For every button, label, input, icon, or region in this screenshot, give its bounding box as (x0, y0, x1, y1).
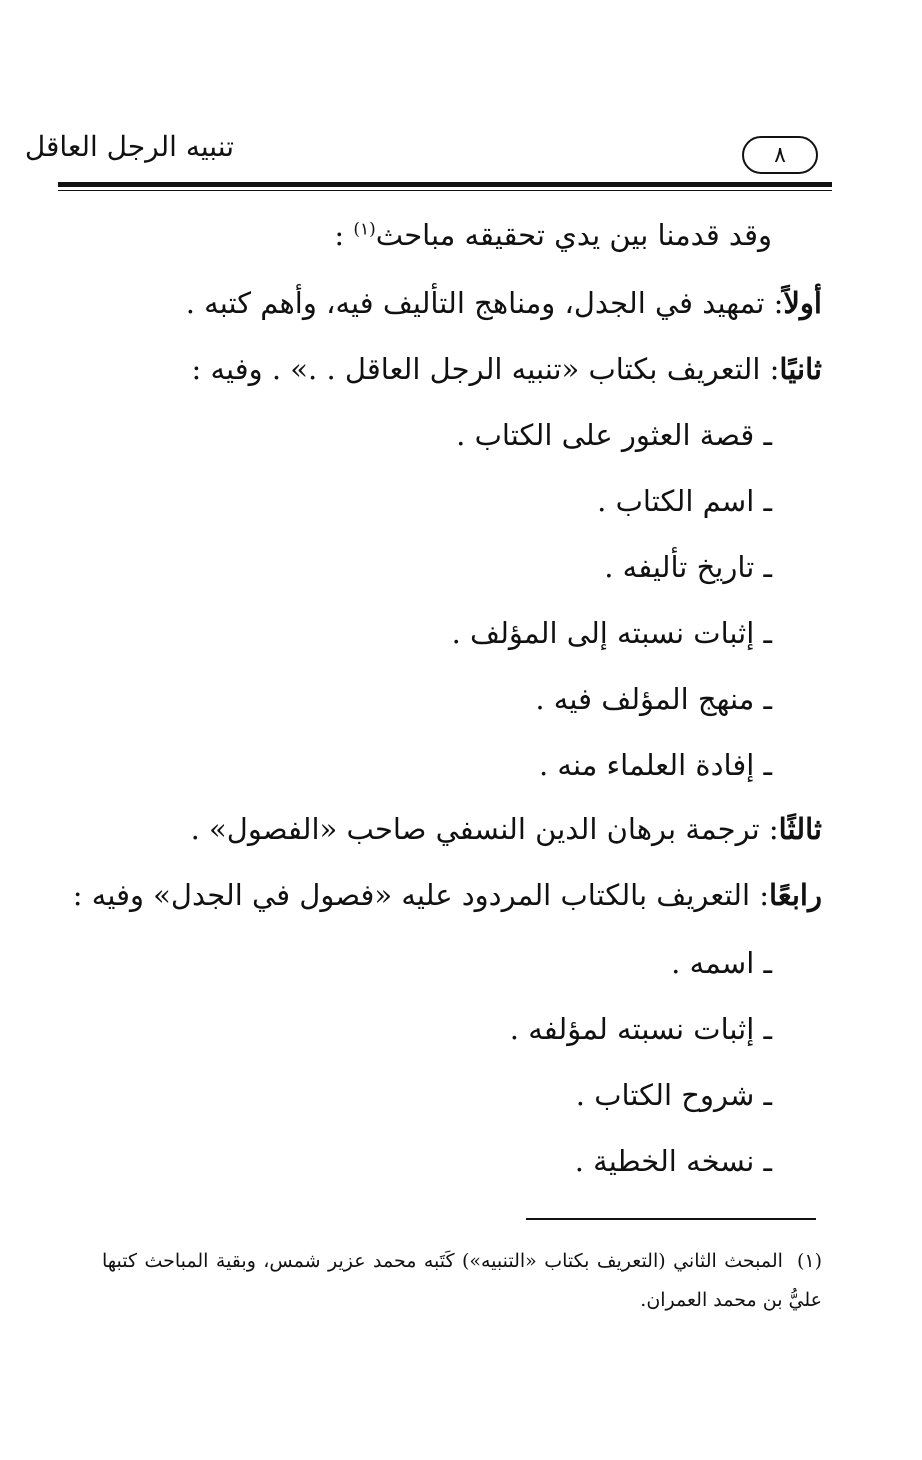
section-3-lead: ثالثًا (778, 812, 822, 846)
list-item: ـ تاريخ تأليفه . (604, 550, 772, 584)
footnote-text: المبحث الثاني (التعريف بكتاب «التنبيه») كَتَبه محمد عزير شمس، وبقية المباحث كتبها عليُّ بن محمد العمران. (102, 1250, 822, 1311)
running-header-title: تنبيه الرجل العاقل (24, 130, 234, 163)
list-item: ـ اسمه . (671, 946, 772, 980)
section-1-text: : تمهيد في الجدل، ومناهج التأليف فيه، وأهم كتبه . (185, 286, 784, 320)
list-item: ـ إثبات نسبته لمؤلفه . (509, 1012, 772, 1046)
list-item: ـ اسم الكتاب . (597, 484, 772, 518)
list-item: ـ إفادة العلماء منه . (538, 748, 772, 782)
section-1-lead: أولاً (783, 286, 822, 320)
section-2-text: : التعريف بكتاب «تنبيه الرجل العاقل . .» . وفيه : (191, 352, 780, 386)
footnote-number: (١) (796, 1250, 822, 1272)
header-rule (58, 182, 832, 187)
section-2-lead: ثانيًا (779, 352, 822, 386)
list-item: ـ منهج المؤلف فيه . (535, 682, 772, 716)
footnote (102, 1242, 822, 1320)
section-4-lead: رابعًا (769, 878, 822, 912)
list-item: ـ إثبات نسبته إلى المؤلف . (451, 616, 772, 650)
list-item: ـ نسخه الخطية . (574, 1144, 772, 1178)
intro-colon: : (334, 218, 354, 252)
section-4-line (73, 878, 822, 913)
section-2-line (191, 352, 822, 387)
footnote-separator (526, 1218, 816, 1220)
list-item: ـ شروح الكتاب . (575, 1078, 772, 1112)
header-rule-thin (58, 190, 832, 191)
section-3-text: : ترجمة برهان الدين النسفي صاحب «الفصول» . (190, 812, 779, 846)
intro-line (334, 218, 772, 253)
list-item: ـ قصة العثور على الكتاب . (456, 418, 772, 452)
intro-text: وقد قدمنا بين يدي تحقيقه مباحث (375, 218, 772, 252)
footnote-marker: (١) (353, 219, 376, 240)
section-1-line (186, 286, 822, 321)
section-3-line (191, 812, 822, 847)
section-4-text: : التعريف بالكتاب المردود عليه «فصول في الجدل» وفيه : (72, 878, 770, 912)
page-number: ٨ (774, 142, 786, 168)
page-number-badge (742, 136, 818, 174)
